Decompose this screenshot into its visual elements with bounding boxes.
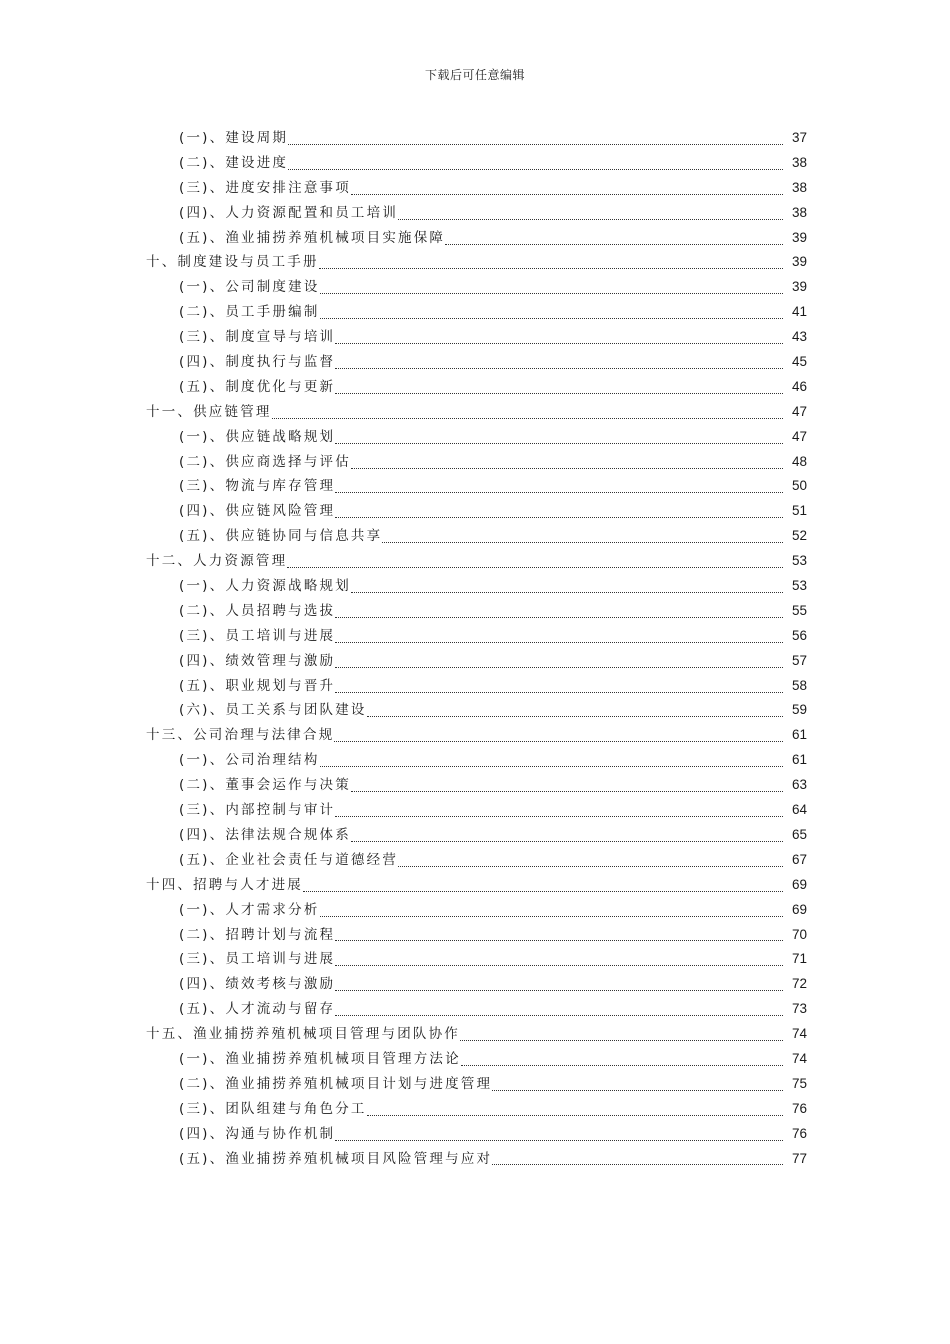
toc-entry-label: (二)、渔业捕捞养殖机械项目计划与进度管理 xyxy=(179,1075,493,1092)
toc-dot-leader xyxy=(288,144,783,145)
toc-entry-label: (五)、企业社会责任与道德经营 xyxy=(179,851,399,868)
toc-entry-label: (五)、制度优化与更新 xyxy=(179,378,336,395)
toc-page-number: 38 xyxy=(791,179,807,195)
toc-page-number: 53 xyxy=(791,578,807,594)
toc-section-entry[interactable] xyxy=(0,275,950,300)
toc-entry-label: 十三、公司治理与法律合规 xyxy=(146,727,335,744)
toc-section-entry[interactable] xyxy=(0,350,950,375)
toc-page-number: 57 xyxy=(791,652,807,668)
toc-section-entry[interactable] xyxy=(0,1072,950,1097)
toc-section-entry[interactable] xyxy=(0,599,950,624)
toc-dot-leader xyxy=(335,1015,783,1016)
toc-section-entry[interactable] xyxy=(0,574,950,599)
toc-entry-label: (二)、员工手册编制 xyxy=(179,304,320,321)
toc-entry-label: (四)、法律法规合规体系 xyxy=(179,826,351,843)
toc-chapter-entry[interactable] xyxy=(0,873,950,898)
toc-entry-label: 十五、渔业捕捞养殖机械项目管理与团队协作 xyxy=(146,1026,460,1043)
toc-dot-leader xyxy=(335,393,783,394)
toc-entry-label: (一)、人力资源战略规划 xyxy=(179,578,351,595)
toc-page-number: 70 xyxy=(791,926,807,942)
toc-dot-leader xyxy=(320,916,783,917)
toc-entry-label: (五)、供应链协同与信息共享 xyxy=(179,528,383,545)
toc-dot-leader xyxy=(460,1040,783,1041)
toc-section-entry[interactable] xyxy=(0,425,950,450)
toc-dot-leader xyxy=(335,990,783,991)
toc-section-entry[interactable] xyxy=(0,1047,950,1072)
table-of-contents xyxy=(0,126,950,1171)
toc-section-entry[interactable] xyxy=(0,898,950,923)
toc-entry-label: (三)、物流与库存管理 xyxy=(179,478,336,495)
toc-section-entry[interactable] xyxy=(0,972,950,997)
toc-section-entry[interactable] xyxy=(0,126,950,151)
toc-page-number: 69 xyxy=(791,901,807,917)
toc-page-number: 51 xyxy=(791,503,807,519)
toc-page-number: 38 xyxy=(791,154,807,170)
toc-page-number: 39 xyxy=(791,279,807,295)
toc-page-number: 46 xyxy=(791,378,807,394)
toc-page-number: 58 xyxy=(791,677,807,693)
toc-section-entry[interactable] xyxy=(0,151,950,176)
toc-section-entry[interactable] xyxy=(0,176,950,201)
toc-dot-leader xyxy=(382,542,783,543)
toc-entry-label: (二)、人员招聘与选拔 xyxy=(179,602,336,619)
toc-dot-leader xyxy=(335,816,783,817)
toc-entry-label: (四)、沟通与协作机制 xyxy=(179,1125,336,1142)
toc-dot-leader xyxy=(351,791,783,792)
toc-dot-leader xyxy=(367,1115,783,1116)
toc-dot-leader xyxy=(335,940,783,941)
toc-section-entry[interactable] xyxy=(0,1097,950,1122)
toc-section-entry[interactable] xyxy=(0,375,950,400)
toc-section-entry[interactable] xyxy=(0,624,950,649)
toc-entry-label: (四)、供应链风险管理 xyxy=(179,503,336,520)
toc-chapter-entry[interactable] xyxy=(0,723,950,748)
toc-entry-label: 十一、供应链管理 xyxy=(146,403,272,420)
toc-page-number: 76 xyxy=(791,1100,807,1116)
toc-dot-leader xyxy=(335,617,783,618)
toc-page-number: 77 xyxy=(791,1150,807,1166)
toc-dot-leader xyxy=(367,716,783,717)
toc-entry-label: (六)、员工关系与团队建设 xyxy=(179,702,367,719)
toc-section-entry[interactable] xyxy=(0,649,950,674)
toc-section-entry[interactable] xyxy=(0,823,950,848)
page-header: 下载后可任意编辑 xyxy=(424,68,525,82)
toc-entry-label: (五)、人才流动与留存 xyxy=(179,1001,336,1018)
toc-dot-leader xyxy=(335,667,783,668)
toc-section-entry[interactable] xyxy=(0,499,950,524)
toc-section-entry[interactable] xyxy=(0,698,950,723)
toc-page-number: 56 xyxy=(791,627,807,643)
toc-entry-label: (四)、人力资源配置和员工培训 xyxy=(179,204,399,221)
toc-chapter-entry[interactable] xyxy=(0,250,950,275)
toc-section-entry[interactable] xyxy=(0,947,950,972)
toc-section-entry[interactable] xyxy=(0,798,950,823)
toc-dot-leader xyxy=(335,343,783,344)
toc-page-number: 72 xyxy=(791,976,807,992)
toc-dot-leader xyxy=(303,891,783,892)
toc-dot-leader xyxy=(335,368,783,369)
toc-entry-label: 十、制度建设与员工手册 xyxy=(146,254,319,271)
toc-page-number: 76 xyxy=(791,1125,807,1141)
toc-entry-label: (二)、建设进度 xyxy=(179,154,289,171)
toc-page-number: 59 xyxy=(791,702,807,718)
toc-page-number: 71 xyxy=(791,951,807,967)
toc-dot-leader xyxy=(335,443,783,444)
toc-entry-label: (五)、渔业捕捞养殖机械项目风险管理与应对 xyxy=(179,1150,493,1167)
toc-section-entry[interactable] xyxy=(0,474,950,499)
toc-section-entry[interactable] xyxy=(0,923,950,948)
toc-page-number: 47 xyxy=(791,403,807,419)
toc-entry-label: (一)、渔业捕捞养殖机械项目管理方法论 xyxy=(179,1050,461,1067)
toc-section-entry[interactable] xyxy=(0,848,950,873)
toc-page-number: 48 xyxy=(791,453,807,469)
toc-entry-label: (一)、供应链战略规划 xyxy=(179,428,336,445)
toc-dot-leader xyxy=(398,866,783,867)
toc-dot-leader xyxy=(335,965,783,966)
toc-page-number: 74 xyxy=(791,1026,807,1042)
toc-page-number: 39 xyxy=(791,229,807,245)
toc-page-number: 38 xyxy=(791,204,807,220)
toc-entry-label: (四)、绩效管理与激励 xyxy=(179,652,336,669)
toc-page-number: 63 xyxy=(791,777,807,793)
toc-page-number: 64 xyxy=(791,802,807,818)
toc-dot-leader xyxy=(287,567,783,568)
toc-dot-leader xyxy=(351,841,783,842)
toc-chapter-entry[interactable] xyxy=(0,549,950,574)
toc-entry-label: (五)、职业规划与晋升 xyxy=(179,677,336,694)
toc-section-entry[interactable] xyxy=(0,773,950,798)
toc-section-entry[interactable] xyxy=(0,997,950,1022)
toc-dot-leader xyxy=(320,766,783,767)
toc-page-number: 53 xyxy=(791,553,807,569)
toc-page-number: 65 xyxy=(791,826,807,842)
toc-dot-leader xyxy=(288,169,783,170)
toc-entry-label: (三)、团队组建与角色分工 xyxy=(179,1100,367,1117)
toc-section-entry[interactable] xyxy=(0,674,950,699)
toc-dot-leader xyxy=(445,244,783,245)
toc-dot-leader xyxy=(351,468,783,469)
toc-section-entry[interactable] xyxy=(0,524,950,549)
toc-entry-label: (二)、董事会运作与决策 xyxy=(179,777,351,794)
toc-section-entry[interactable] xyxy=(0,748,950,773)
toc-dot-leader xyxy=(492,1090,783,1091)
toc-dot-leader xyxy=(320,318,783,319)
toc-page-number: 61 xyxy=(791,727,807,743)
toc-page-number: 47 xyxy=(791,428,807,444)
toc-entry-label: (三)、员工培训与进展 xyxy=(179,951,336,968)
toc-page-number: 50 xyxy=(791,478,807,494)
toc-dot-leader xyxy=(335,492,783,493)
toc-entry-label: (一)、公司治理结构 xyxy=(179,752,320,769)
toc-section-entry[interactable] xyxy=(0,201,950,226)
toc-entry-label: 十二、人力资源管理 xyxy=(146,553,288,570)
toc-entry-label: (三)、进度安排注意事项 xyxy=(179,179,351,196)
toc-section-entry[interactable] xyxy=(0,300,950,325)
toc-entry-label: (一)、人才需求分析 xyxy=(179,901,320,918)
toc-dot-leader xyxy=(334,741,783,742)
toc-page-number: 67 xyxy=(791,851,807,867)
toc-entry-label: (三)、制度宣导与培训 xyxy=(179,329,336,346)
toc-page-number: 37 xyxy=(791,130,807,145)
toc-dot-leader xyxy=(335,642,783,643)
toc-page-number: 45 xyxy=(791,354,807,370)
toc-dot-leader xyxy=(335,517,783,518)
toc-section-entry[interactable] xyxy=(0,325,950,350)
toc-dot-leader xyxy=(492,1164,783,1165)
toc-section-entry[interactable] xyxy=(0,226,950,251)
toc-entry-label: (二)、招聘计划与流程 xyxy=(179,926,336,943)
toc-dot-leader xyxy=(320,293,783,294)
toc-entry-label: (三)、内部控制与审计 xyxy=(179,802,336,819)
toc-page-number: 55 xyxy=(791,602,807,618)
toc-entry-label: (一)、公司制度建设 xyxy=(179,279,320,296)
toc-section-entry[interactable] xyxy=(0,1122,950,1147)
toc-dot-leader xyxy=(272,418,783,419)
toc-chapter-entry[interactable] xyxy=(0,1022,950,1047)
toc-dot-leader xyxy=(319,268,783,269)
toc-entry-label: (四)、制度执行与监督 xyxy=(179,354,336,371)
toc-chapter-entry[interactable] xyxy=(0,400,950,425)
toc-dot-leader xyxy=(335,1140,783,1141)
toc-page-number: 41 xyxy=(791,304,807,320)
toc-entry-label: (三)、员工培训与进展 xyxy=(179,627,336,644)
toc-entry-label: (五)、渔业捕捞养殖机械项目实施保障 xyxy=(179,229,446,246)
toc-page-number: 73 xyxy=(791,1001,807,1017)
toc-page-number: 43 xyxy=(791,329,807,345)
toc-page-number: 75 xyxy=(791,1075,807,1091)
toc-page-number: 69 xyxy=(791,876,807,892)
toc-entry-label: (一)、建设周期 xyxy=(179,130,289,146)
toc-dot-leader xyxy=(351,592,783,593)
toc-dot-leader xyxy=(461,1065,783,1066)
toc-entry-label: 十四、招聘与人才进展 xyxy=(146,876,303,893)
toc-section-entry[interactable] xyxy=(0,1147,950,1172)
toc-page-number: 61 xyxy=(791,752,807,768)
toc-section-entry[interactable] xyxy=(0,450,950,475)
toc-dot-leader xyxy=(351,194,783,195)
toc-dot-leader xyxy=(335,692,783,693)
toc-page-number: 52 xyxy=(791,528,807,544)
toc-dot-leader xyxy=(398,219,783,220)
toc-page-number: 74 xyxy=(791,1050,807,1066)
toc-entry-label: (四)、绩效考核与激励 xyxy=(179,976,336,993)
toc-entry-label: (二)、供应商选择与评估 xyxy=(179,453,351,470)
toc-page-number: 39 xyxy=(791,254,807,270)
